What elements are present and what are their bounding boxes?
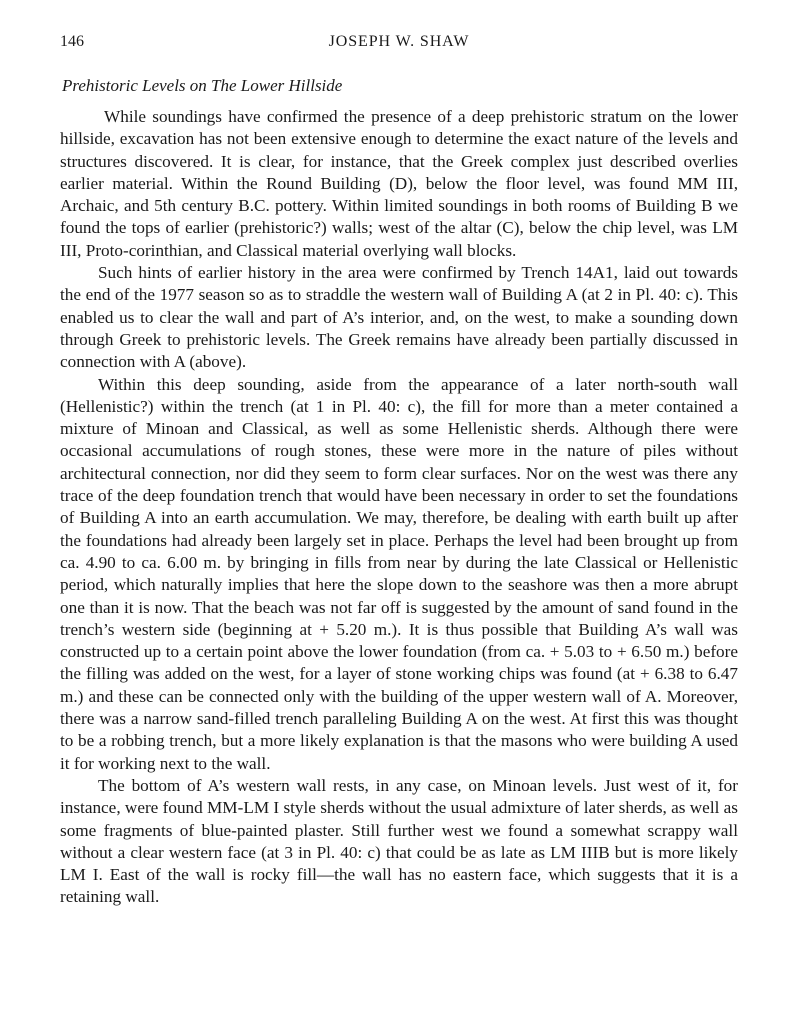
- paragraph-2: Such hints of earlier history in the area were confirmed by Trench 14A1, laid out towards the end of the 1977 season so as to straddle the western wall of Building A (at 2 in Pl. 40: c). This enabled us to clear the wall and part of A’s interior, and, on the west, to make a sounding down through Greek to prehistoric levels. The Greek remains have already been partially discussed in connection with A (above).: [60, 263, 738, 372]
- section-heading: Prehistoric Levels on The Lower Hillside: [62, 76, 343, 95]
- paragraph-4: The bottom of A’s western wall rests, in any case, on Minoan levels. Just west of it, for instance, were found MM-LM I style sherds without the usual admixture of later sherds, as well as some fragments of blue-painted plaster. Still further west we found a somewhat scrappy wall without a clear western face (at 3 in Pl. 40: c) that could be as late as LM IIIB but is more likely LM I. East of the wall is rocky fill—the wall has no eastern face, which suggests that it is a retaining wall.: [60, 775, 738, 907]
- running-head: [60, 33, 738, 55]
- page-number: 146: [60, 33, 84, 50]
- paragraph-3: Within this deep sounding, aside from the appearance of a later north-south wall (Hellenistic?) within the trench (at 1 in Pl. 40: c), the fill for more than a meter contained a mixture of Minoan and Classical, as well as some Hellenistic sherds. Although there were occasional accumulations of rough stones, these were more in the nature of piles without architectural connection, nor did they seem to form clear surfaces. Nor on the west was there any trace of the deep foundation trench that would have been necessary in order to set the foundations of Building A into an earth accumulation. We may, therefore, be dealing with earth built up after the foundations had already been largely set in place. Perhaps the level had been brought up from ca. 4.90 to ca. 6.00 m. by bringing in fills from near by during the late Classical or Hellenistic period, which naturally implies that here the slope down to the seashore was then a more abrupt one than it is now. That the beach was not far off is suggested by the amount of sand found in the trench’s western side (beginning at + 5.20 m.). It is thus possible that Building A’s wall was constructed up to a certain point above the lower foundation (from ca. + 5.03 to + 6.50 m.) before the filling was added on the west, for a layer of stone working chips was found (at + 6.38 to 6.47 m.) and these can be connected only with the building of the upper western wall of A. Moreover, there was a narrow sand-filled trench paralleling Building A on the west. At first this was thought to be a robbing trench, but a more likely explanation is that the masons who were building A used it for working next to the wall.: [60, 374, 738, 773]
- paragraph-1: While soundings have confirmed the presence of a deep prehistoric stratum on the lower hillside, excavation has not been extensive enough to determine the exact nature of the levels and structures discovered. It is clear, for instance, that the Greek complex just described overlies earlier material. Within the Round Building (D), below the floor level, was found MM III, Archaic, and 5th century B.C. pottery. Within limited soundings in both rooms of Building B we found the tops of earlier (prehistoric?) walls; west of the altar (C), below the chip level, was LM III, Proto-corinthian, and Classical material overlying wall blocks.: [60, 107, 738, 260]
- running-head-author: JOSEPH W. SHAW: [328, 33, 470, 50]
- body-text: [60, 106, 738, 909]
